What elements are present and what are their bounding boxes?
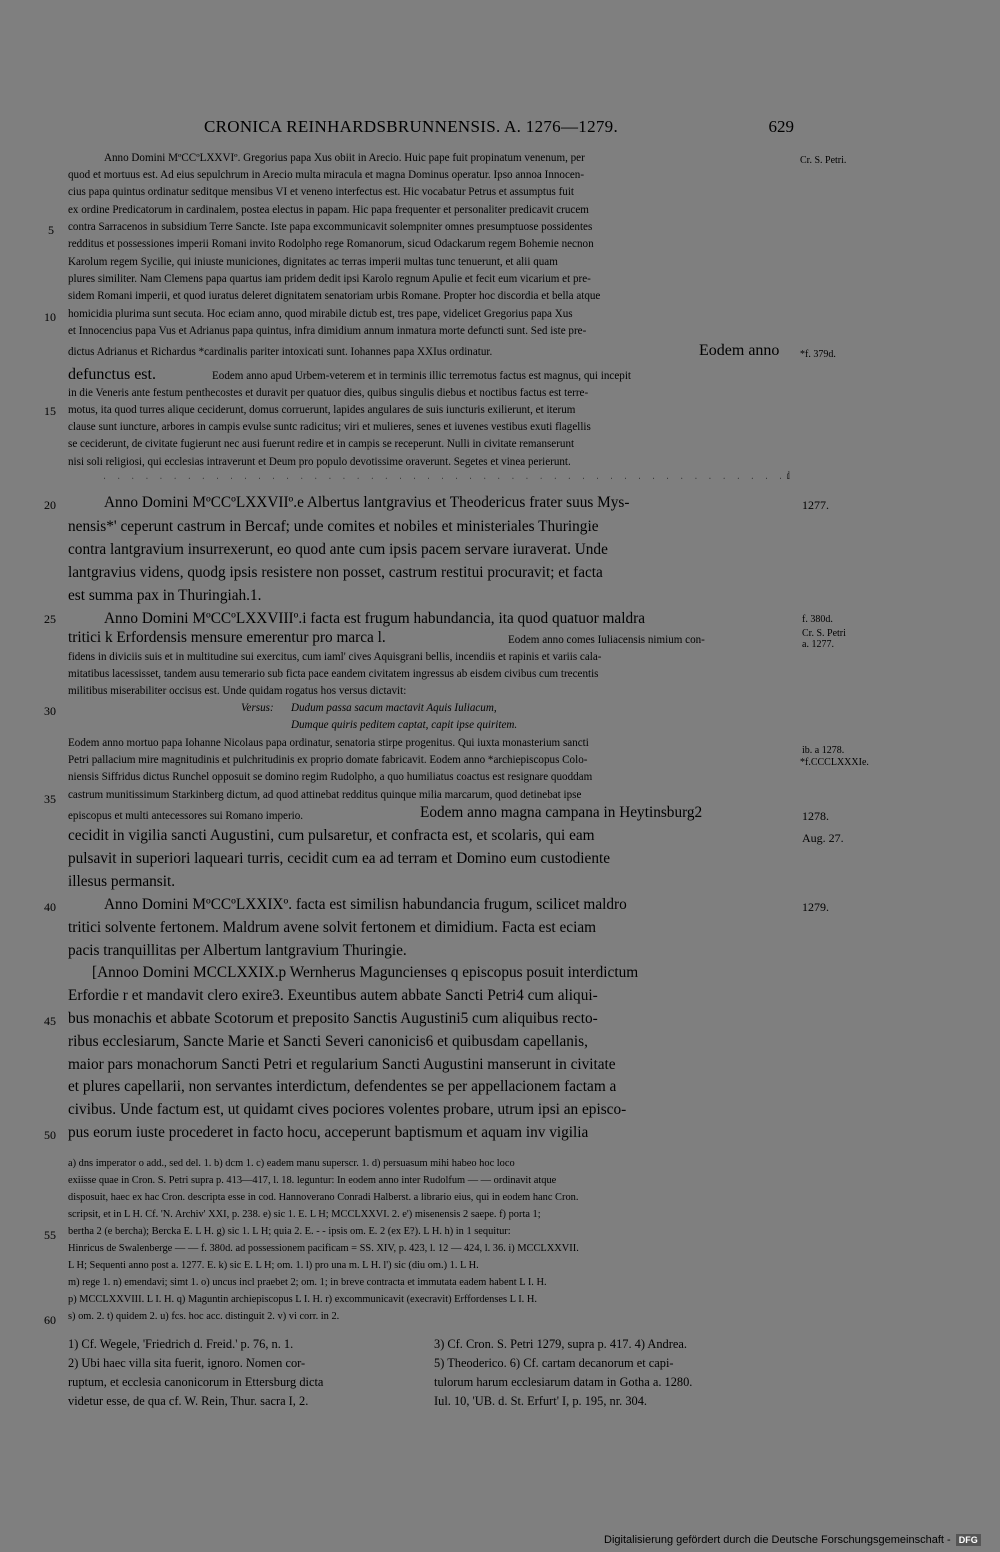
text-line: Anno Domini MºCCºLXXVIIIº.i facta est frugum habundancia, ita quod quatuor maldra: [104, 610, 645, 627]
text-line: ex ordine Predicatorum in cardinalem, postea electus in papam. Hic papa frequenter et personaliter predicavit crucem: [68, 204, 589, 216]
text-line: Eodem anno comes Iuliacensis nimium con-: [508, 634, 705, 646]
line-number: 50: [44, 1128, 56, 1142]
footnote-line: ruptum, et ecclesia canonicorum in Ettersburg dicta: [68, 1375, 324, 1389]
text-line: se ceciderunt, de civitate fugierunt nec ausi fuerunt redire et in campis se receperunt. Nulli in civitate remanserunt: [68, 438, 575, 450]
text-line: pacis tranquillitas per Albertum lantgravium Thuringie.: [68, 942, 407, 959]
text-line: Eodem anno mortuo papa Iohanne Nicolaus papa ordinatur, senatoria stirpe progenitus. Qui iuxta monasterium sancti: [68, 737, 589, 749]
line-number: 60: [44, 1313, 56, 1327]
text-line: redditus et possessiones imperii Romani invito Rodolpho rege Romanorum, sicud Odackarum regem Bohemie necnon: [68, 238, 594, 250]
text-line: et plures capellarii, non servantes interdictum, defendentes se per appellacionem factam a: [68, 1078, 617, 1095]
margin-note: 1279.: [802, 900, 829, 914]
margin-note: Cr. S. Petri: [802, 628, 846, 639]
margin-note: *f.CCCLXXXIe.: [800, 757, 869, 768]
footnote-line: a) dns imperator o add., sed del. 1. b) dcm 1. c) eadem manu superscr. 1. d) persuasum mihi habeo hoc loco: [68, 1158, 515, 1169]
verse-label: Versus:: [241, 702, 274, 714]
text-line: episcopus et multi antecessores sui Romano imperio.: [68, 810, 304, 822]
text-line: contra Sarracenos in subsidium Terre Sancte. Iste papa excommunicavit solempniter omnes presumptuose possidentes: [68, 221, 593, 233]
footnote-line: 3) Cf. Cron. S. Petri 1279, supra p. 417. 4) Andrea.: [434, 1337, 687, 1351]
text-line: Anno Domini MºCCºLXXVIIº.e Albertus lantgravius et Theodericus frater suus Mys-: [104, 494, 630, 511]
margin-note: ib. a 1278.: [802, 745, 845, 756]
text-line: Eodem anno apud Urbem-veterem et in terminis illic terremotus factus est magnus, qui incepit: [212, 370, 631, 382]
footnote-line: tulorum harum ecclesiarum datam in Gotha a. 1280.: [434, 1375, 693, 1389]
text-line: niensis Siffridus dictus Runchel opposuit se domino regim Rudolpho, a quo humiliatus coactus est resignare quoddam: [68, 771, 593, 783]
verse-line: Dudum passa sacum mactavit Aquis Iuliacum,: [291, 702, 497, 714]
footnote-line: L H; Sequenti anno post a. 1277. E. k) sic E. L H; om. 1. l) pro una m. L H. l') sic (diu om.) 1. L H.: [68, 1260, 479, 1271]
omission-dots: . . . . . . . . . . . . . . . . . . . . . . . . . . . . . . . . . . . . . . . . . . . . . . . . .d: [104, 470, 796, 482]
line-number: 40: [44, 900, 56, 914]
text-line: motus, ita quod turres alique ceciderunt, domus corruerunt, lapides angulares de suis iuncturis exilierunt, et iterum: [68, 404, 576, 416]
text-line: Karolum regem Sycilie, qui iniuste municiones, dignitates ac terras imperii multas tunc tenuerunt, et alii quam: [68, 256, 558, 268]
text-line: bus monachis et abbate Scotorum et preposito Sanctis Augustini5 cum aliquibus recto-: [68, 1010, 598, 1027]
text-line: contra lantgravium insurrexerunt, eo quod ante cum ipsis pacem servare iuraverat. Unde: [68, 541, 608, 558]
text-line-large: Eodem anno: [699, 342, 780, 359]
margin-note: 1278.: [802, 809, 829, 823]
text-line: nisi soli religiosi, qui ecclesias intraverunt et Deum pro populo devotissime oraverunt. Segetes et vinea perierunt.: [68, 456, 571, 468]
text-line: mitatibus lacessisset, tandem ausu temerario sub ficta pace eandem civitatem ingressus ab eisdem civibus cum trecentis: [68, 668, 599, 680]
footnote-line: 5) Theoderico. 6) Cf. cartam decanorum et capi-: [434, 1356, 674, 1370]
footnote-line: p) MCCLXXVIII. L I. H. q) Maguntin archiepiscopus L I. H. r) excommunicavit (execravit) Erffordenses L I. H.: [68, 1294, 537, 1305]
footnote-line: 2) Ubi haec villa sita fuerit, ignoro. Nomen cor-: [68, 1356, 306, 1370]
footnote-line: Iul. 10, 'UB. d. St. Erfurt' I, p. 195, nr. 304.: [434, 1394, 648, 1408]
margin-note: 1277.: [802, 498, 829, 512]
text-line-large: Eodem anno magna campana in Heytinsburg2: [420, 804, 703, 821]
text-line: civibus. Unde factum est, ut quidamt cives pociores volentes probare, utrum ipsi an episco-: [68, 1101, 627, 1118]
text-line: tritici k Erfordensis mensure emerentur pro marca l.: [68, 629, 386, 646]
text-line: clause sunt iuncture, arbores in campis evulse suntc radicitus; viri et mulieres, senes et iuvenes vestibus exuti flagellis: [68, 421, 591, 433]
text-line: castrum munitissimum Starkinberg dictum, ad quod attinebat redditus quinque milia marcarum, quod detinebat ipse: [68, 789, 582, 801]
text-line: Erfordie r et mandavit clero exire3. Exeuntibus autem abbate Sancti Petri4 cum aliqui-: [68, 987, 598, 1004]
text-line: quod et mortuus est. Ad eius sepulchrum in Arecio multa miracula et magna Dominus operatur. Ipso annoa Innocen-: [68, 169, 585, 181]
text-line: militibus miserabiliter occisus est. Unde quidam rogatus hos versus dictavit:: [68, 685, 407, 697]
text-line: illesus permansit.: [68, 873, 176, 890]
text-line: homicidia plurima sunt secuta. Hoc eciam anno, quod mirabile dictub est, tres pape, videlicet Gregorius papa Xus: [68, 308, 573, 320]
text-line: cius papa quintus ordinatur seditque mensibus VI et veneno interfectus est. Hic vocabatur Petrus et assumptus fuit: [68, 186, 574, 198]
line-number: 25: [44, 612, 56, 626]
text-line: Anno Domini MºCCºLXXVIº. Gregorius papa Xus obiit in Arecio. Huic pape fuit propinatum venenum, per: [104, 152, 585, 164]
page-number: 629: [768, 117, 794, 136]
line-number: 30: [44, 704, 56, 718]
footnote-line: videtur esse, de qua cf. W. Rein, Thur. sacra I, 2.: [68, 1394, 309, 1408]
margin-note: Aug. 27.: [802, 831, 844, 845]
footnote-line: Hinricus de Swalenberge — — f. 380d. ad possessionem pacificam = SS. XIV, p. 423, l. 12 — 424, l. 36. i) MCCLXXVII.: [68, 1243, 579, 1254]
text-line: Petri pallacium mire magnitudinis et pulchritudinis ex proprio domate fabricavit. Eodem anno *archiepiscopus Colo-: [68, 754, 588, 766]
text-line: plures similiter. Nam Clemens papa quartus iam pridem dedit ipsi Karolo regnum Apulie et fecit eum vicarium et pre-: [68, 273, 591, 285]
footnote-line: exiisse quae in Cron. S. Petri supra p. 413—417, l. 18. leguntur: In eodem anno inter Rudolfum — — ordinavit atque: [68, 1175, 557, 1186]
line-number: 55: [44, 1228, 56, 1242]
text-line: est summa pax in Thuringiah.1.: [68, 587, 262, 604]
text-line: Anno Domini MºCCºLXXIXº. facta est similisn habundancia frugum, scilicet maldro: [104, 896, 627, 913]
line-number: 5: [48, 223, 54, 237]
page-header: [204, 117, 794, 139]
footnote-line: disposuit, haec ex hac Cron. descripta esse in cod. Hannoverano Conradi Halberst. a librario eius, qui in eodem hanc Cron.: [68, 1192, 579, 1203]
line-number: 45: [44, 1014, 56, 1028]
footnote-line: m) rege 1. n) emendavi; simt 1. o) uncus incl praebet 2; om. 1; in breve contracta et immutata eadem habent L I. H.: [68, 1277, 547, 1288]
margin-note: Cr. S. Petri.: [800, 155, 847, 166]
text-line: sidem Romani imperii, et quod iuratus deleret dignitatem senatoriam urbis Romane. Propter hoc discordia et bella atque: [68, 290, 601, 302]
text-line: cecidit in vigilia sancti Augustini, cum pulsaretur, et confracta est, et scolaris, qui eam: [68, 827, 595, 844]
margin-note: f. 380d.: [802, 614, 833, 625]
text-line: nensis*' ceperunt castrum in Bercaf; unde comites et nobiles et ministeriales Thuringie: [68, 518, 599, 535]
line-number: 10: [44, 310, 56, 324]
digitization-footer: [604, 1534, 981, 1546]
text-line: maior pars monachorum Sancti Petri et regularium Sancti Augustini manserunt in civitate: [68, 1056, 616, 1073]
margin-note: *f. 379d.: [800, 349, 836, 360]
footnote-line: s) om. 2. t) quidem 2. u) fcs. hoc acc. distinguit 2. v) vi corr. in 2.: [68, 1311, 340, 1322]
text-line-large: defunctus est.: [68, 366, 156, 383]
margin-note: a. 1277.: [802, 639, 834, 650]
text-line: tritici solvente fertonem. Maldrum avene solvit fertonem et dimidium. Facta est eciam: [68, 919, 597, 936]
text-line: dictus Adrianus et Richardus *cardinalis pariter intoxicati sunt. Iohannes papa XXIus ordinatur.: [68, 346, 493, 358]
footnote-line: 1) Cf. Wegele, 'Friedrich d. Freid.' p. 76, n. 1.: [68, 1337, 294, 1351]
text-line: in die Veneris ante festum penthecostes et duravit per quatuor dies, quibus singulis diebus et noctibus factus est terre-: [68, 387, 589, 399]
text-line: pulsavit in superiori laqueari turris, cecidit cum ea ad terram et Domino eum custodiente: [68, 850, 611, 867]
verse-line: Dumque quiris peditem captat, capit ipse quiritem.: [291, 719, 518, 731]
running-title: CRONICA REINHARDSBRUNNENSIS. A. 1276—1279.: [204, 117, 619, 136]
text-line: lantgravius videns, quodg ipsis resistere non posset, castrum restitui procuravit; et facta: [68, 564, 603, 581]
text-line: [Annoo Domini MCCLXXIX.p Wernherus Maguncienses q episcopus posuit interdictum: [92, 964, 639, 981]
line-number: 20: [44, 498, 56, 512]
line-number: 15: [44, 404, 56, 418]
footnote-line: scripsit, et in L H. Cf. 'N. Archiv' XXI, p. 238. e) sic 1. E. L H; MCCLXXVI. 2. e') misenensis 2 saepe. f) porta 1;: [68, 1209, 541, 1220]
footer-text: Digitalisierung gefördert durch die Deutsche Forschungsgemeinschaft -: [604, 1534, 951, 1546]
line-number: 35: [44, 792, 56, 806]
text-line: ribus ecclesiarum, Sancte Marie et Sancti Severi canonicis6 et quibusdam capellanis,: [68, 1033, 588, 1050]
text-line: fidens in diviciis suis et in multitudine sui exercitus, cum iaml' cives Aquisgrani bellis, incendiis et rapinis et variis cala-: [68, 651, 602, 663]
text-line: pus eorum iuste procederet in facto hocu, acceperunt baptismum et aquam inv vigilia: [68, 1124, 589, 1141]
dfg-logo: DFG: [956, 1534, 981, 1546]
footnote-line: bertha 2 (e bercha); Bercka E. L H. g) sic 1. L H; quia 2. E. - - ipsis om. E. 2 (ex E?). L H. h) in 1 sequitur:: [68, 1226, 511, 1237]
text-line: et Innocencius papa Vus et Adrianus papa quintus, infra dimidium annum inmatura morte defuncti sunt. Sed iste pre-: [68, 325, 587, 337]
